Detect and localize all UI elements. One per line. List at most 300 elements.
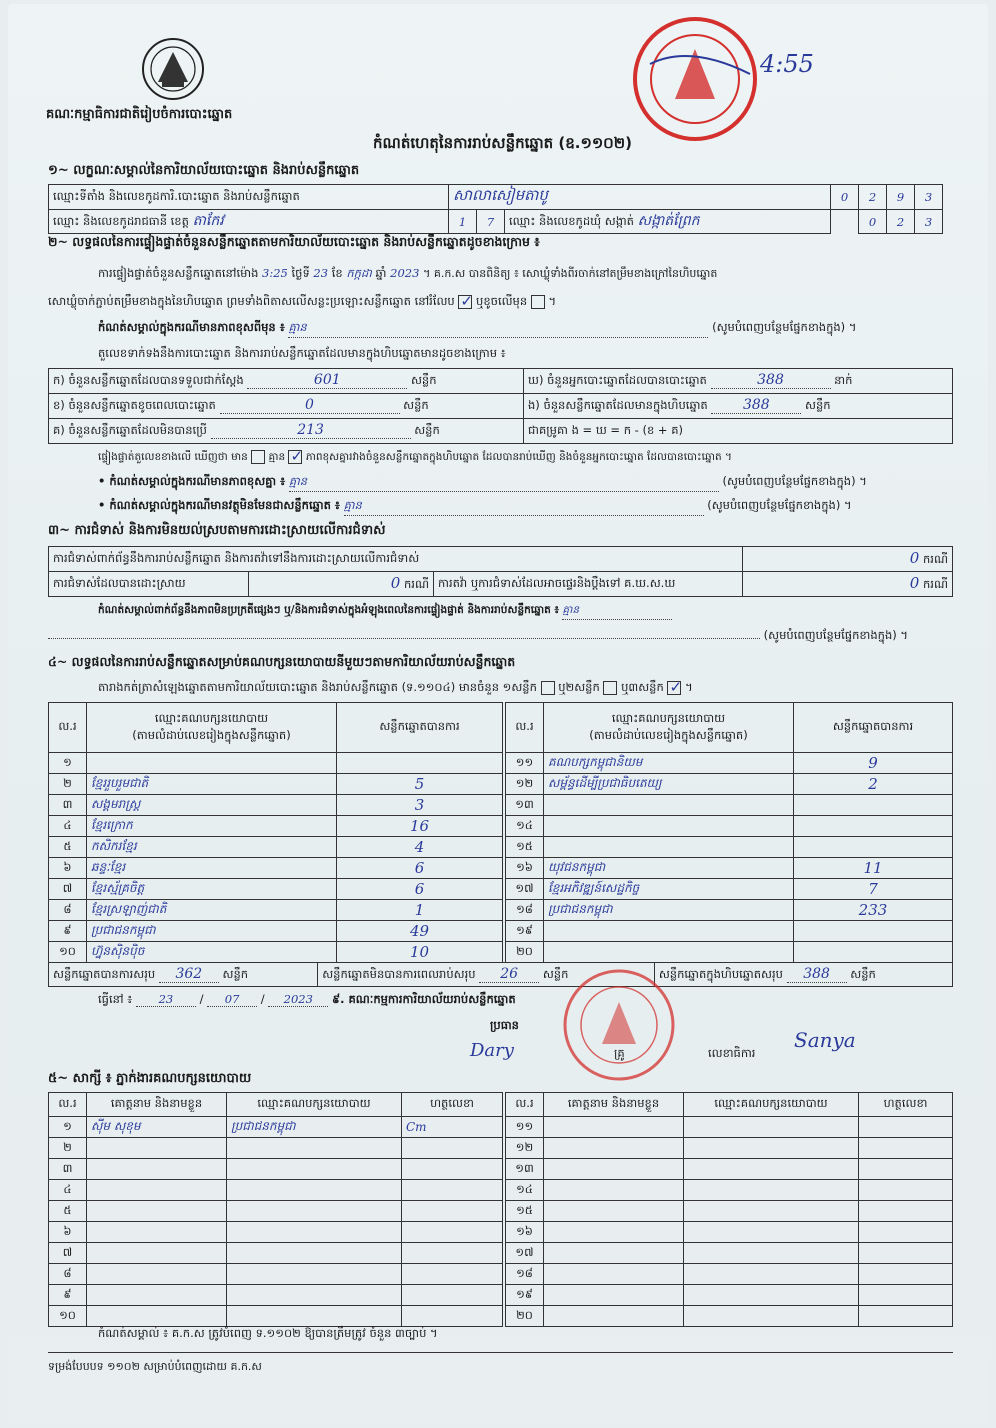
s3-note-label: កំណត់សម្គាល់ពាក់ព័ន្ធនឹងភាពមិនប្រក្រតីផ្សេងៗ ឬ/និងការជំទាស់ក្នុងអំឡុងពេលនៃការផ្ទៀងផ្ទាត់ និងការរាប់សន្លឹកឆ្នោត ៖ (98, 604, 560, 616)
check-year: 2023 (390, 266, 420, 280)
witness-row-party (684, 1222, 859, 1243)
witness-row-name (544, 1285, 684, 1306)
compare-no-checkbox[interactable] (288, 450, 302, 464)
check-text-b: ។ គ.ក.ស បានពិនិត្យ ៖ សោឃ្លុំទាំងពីរចាក់នៅតម្រឹមខាងក្រៅនៃហិបឆ្នោត (423, 267, 718, 280)
col-party-sub: (តាមលំដាប់លេខរៀងក្នុងសន្លឹកឆ្នោត) (132, 727, 291, 742)
commune-code-3: 3 (915, 210, 943, 234)
witness-row-no: ១៦ (506, 1222, 544, 1243)
fig-d-value: 388 (711, 372, 831, 389)
note-line (98, 320, 948, 338)
fig-d-unit: នាក់ (834, 373, 853, 387)
check-line-2: សោឃ្លុំចាក់ភ្ជាប់តម្រឹមខាងក្នុងនៃហិបឆ្នោត ព្រមទាំងពិតាសលើសន្លះប្រឡោះសន្លឹកឆ្នោត នៅរំលែប ✓ ឬខូចលើមុន ។ (48, 294, 556, 311)
wit-col-sig-r: ហត្ថលេខា (859, 1093, 953, 1117)
vote-row-party: ខ្មែរអភិវឌ្ឍន៍សេដ្ឋកិច្ច (544, 879, 794, 900)
obj-row2b-case: ករណី (923, 577, 948, 591)
fig-e (524, 394, 953, 419)
witness-row-party (227, 1159, 402, 1180)
vote-row (506, 795, 953, 816)
witness-row-no: ១ (49, 1117, 87, 1138)
witness-row (49, 1285, 503, 1306)
province-value: តាកែវ (192, 213, 224, 229)
wit-col-sig: ហត្ថលេខា (402, 1093, 503, 1117)
witness-row (49, 1306, 503, 1327)
obj-row2b-value-cell (743, 572, 953, 597)
witness-row-no: ៧ (49, 1243, 87, 1264)
witness-row-party (227, 1285, 402, 1306)
compare-text-3: ភាពខុសគ្នារវាងចំនួនសន្លឹកឆ្នោតក្នុងហិបឆ្នោត ដែលបានរាប់ឃើញ និងចំនួនអ្នកបោះឆ្នោត ដែលបានបោះឆ្នោត ។ (305, 451, 732, 463)
bullet1-label: • កំណត់សម្គាល់ក្នុងករណីមានភាពខុសគ្នា ៖ (98, 474, 286, 488)
witness-row (506, 1138, 953, 1159)
section1-heading: ១~ លក្ខណៈសម្គាល់នៃការិយាល័យបោះឆ្នោត និងរាប់សន្លឹកឆ្នោត (48, 163, 360, 178)
total-valid-label: សន្លឹកឆ្នោតបានការសរុប (53, 966, 156, 981)
total-invalid-label: សន្លឹកឆ្នោតមិនបានការពេលរាប់សរុប (322, 966, 476, 981)
col-no: ល.រ (49, 703, 87, 753)
wit-col-no: ល.រ (49, 1093, 87, 1117)
commune-code-1: 0 (859, 210, 887, 234)
section1-table (48, 184, 943, 234)
commune-label: ឈ្មោះ និងលេខកូដឃុំ សង្កាត់ (509, 214, 634, 228)
vote-row-votes: 16 (337, 816, 503, 837)
witness-table-left (48, 1092, 503, 1327)
footer-divider (48, 1352, 953, 1353)
obj-row1-case: ករណី (923, 552, 948, 566)
bullet1-value: គ្មាន (289, 474, 719, 492)
vote-row-no: ៧ (49, 879, 87, 900)
witness-row-party (227, 1138, 402, 1159)
vote-row-no: ២ (49, 774, 87, 795)
witness-row-name (87, 1306, 227, 1327)
total-box-label: សន្លឹកឆ្នោតក្នុងហិបឆ្នោតសរុប (658, 966, 783, 981)
votes-table-left (48, 702, 503, 963)
witness-row-name (544, 1201, 684, 1222)
witness-row-sig (402, 1285, 503, 1306)
time-note: 4:55 (760, 50, 814, 78)
nec-emblem-icon (138, 34, 208, 104)
month-label: ខែ (331, 266, 343, 280)
chair-signature: Dary (470, 1040, 514, 1061)
bullet2-hint: (សូមបំពេញបន្ថែមផ្នែកខាងក្នុង) ។ (707, 498, 852, 512)
total-valid-value: 362 (159, 966, 219, 983)
vote-row-party: ប្រជាជនកម្ពុជា (87, 921, 337, 942)
fig-a (49, 369, 524, 394)
vote-row (506, 837, 953, 858)
vote-row-votes: 49 (337, 921, 503, 942)
s3-note-hint: (សូមបំពេញបន្ថែមផ្នែកខាងក្នុង) ។ (763, 628, 908, 642)
fig-c-label: គ) ចំនួនសន្លឹកឆ្នោតដែលមិនបានប្រើ (53, 423, 207, 437)
wit-col-name-r: គោត្តនាម និងនាមខ្លួន (544, 1093, 684, 1117)
s3-note-line2 (48, 628, 948, 645)
witness-row-name (87, 1159, 227, 1180)
vote-row-votes: 3 (337, 795, 503, 816)
commune-code-2: 2 (887, 210, 915, 234)
check-text: ការផ្ទៀងផ្ទាត់ចំនួនសន្លឹកឆ្នោតនៅម៉ោង (98, 266, 259, 280)
fig-a-label: ក) ចំនួនសន្លឹកឆ្នោតដែលបានទទួលជាក់ស្តែង (53, 373, 244, 387)
fig-d-label: ឃ) ចំនួនអ្នកបោះឆ្នោតដែលបានបោះឆ្នោត (528, 373, 707, 387)
witness-row-party (684, 1201, 859, 1222)
col-party-r (544, 703, 794, 753)
fig-e-value: 388 (711, 397, 801, 414)
count-committee: ៩. គណៈកម្មការការិយាល័យរាប់សន្លឹកឆ្នោត (331, 992, 516, 1006)
fig-a-value: 601 (247, 372, 407, 389)
witness-row-party (684, 1306, 859, 1327)
bullet2-value: គ្មាន (344, 498, 704, 516)
compare-line (98, 450, 732, 466)
witness-row-sig (402, 1222, 503, 1243)
obj-row2b-value: 0 (909, 574, 920, 592)
vote-row (49, 858, 503, 879)
witness-row (506, 1180, 953, 1201)
vote-row-no: ១០ (49, 942, 87, 963)
witness-row-sig (859, 1201, 953, 1222)
check-day: 23 (313, 266, 329, 280)
s3-note-line (98, 604, 948, 620)
site-label: ឈ្មោះទីតាំង និងលេខកូដការិ.បោះឆ្នោត និងរាប់សន្លឹកឆ្នោត (49, 185, 449, 210)
vote-row-no: ១៩ (506, 921, 544, 942)
vote-row-votes: 11 (794, 858, 953, 879)
witness-row (506, 1117, 953, 1138)
fig-e-unit: សន្លឹក (805, 398, 831, 412)
section3-heading: ៣~ ការជំទាស់ និងការមិនយល់ស្របតាមការដោះស្រាយលើការជំទាស់ (48, 523, 386, 538)
site-code-3: 9 (887, 185, 915, 210)
vote-row-no: ៤ (49, 816, 87, 837)
witness-row-party (684, 1117, 859, 1138)
vote-row-no: ១៧ (506, 879, 544, 900)
witness-row-sig (402, 1201, 503, 1222)
vote-row-votes: 10 (337, 942, 503, 963)
witness-row (49, 1222, 503, 1243)
col-votes-r: សន្លឹកឆ្នោតបានការ (794, 703, 953, 753)
fig-c-unit: សន្លឹក (414, 423, 440, 437)
vote-row-no: ៩ (49, 921, 87, 942)
wit-col-name: គោត្តនាម និងនាមខ្លួន (87, 1093, 227, 1117)
witness-row (49, 1264, 503, 1285)
witness-row-no: ១៩ (506, 1285, 544, 1306)
total-box-cell (654, 963, 952, 987)
vote-row (506, 858, 953, 879)
fig-e-label: ង) ចំនួនសន្លឹកឆ្នោតដែលមានក្នុងហិបឆ្នោត (528, 398, 708, 412)
witness-row-sig (859, 1117, 953, 1138)
fig-d (524, 369, 953, 394)
col-party-title-r: ឈ្មោះគណបក្សនយោបាយ (611, 710, 726, 725)
votes-table-right (505, 702, 953, 963)
date-day: 23 (136, 992, 196, 1007)
vote-row-party (87, 753, 337, 774)
date-year: 2023 (268, 992, 328, 1007)
vote-row-party: ប្រជាជនកម្ពុជា (544, 900, 794, 921)
form-title: កំណត់ហេតុនៃការរាប់សន្លឹកឆ្នោត (ឧ.១១០២) (373, 134, 633, 152)
check-text-2: សោឃ្លុំចាក់ភ្ជាប់តម្រឹមខាងក្នុងនៃហិបឆ្នោត ព្រមទាំងពិតាសលើសន្លះប្រឡោះសន្លឹកឆ្នោត នៅរំលែប (48, 294, 455, 308)
seal-broken-checkbox[interactable] (531, 295, 545, 309)
witness-row-no: ៩ (49, 1285, 87, 1306)
vote-row-party: គណបក្សកម្ពុជានិយម (544, 753, 794, 774)
vote-row-no: ៨ (49, 900, 87, 921)
col-party (87, 703, 337, 753)
vote-row-votes: 2 (794, 774, 953, 795)
total-invalid-value: 26 (479, 966, 539, 983)
total-valid-cell (49, 963, 318, 987)
witness-row (49, 1159, 503, 1180)
vote-row-no: ១៤ (506, 816, 544, 837)
witness-row-no: ៦ (49, 1222, 87, 1243)
vote-row (49, 942, 503, 963)
witness-row-sig (859, 1264, 953, 1285)
obj-row2b-label: ការតវ៉ា ឬការជំទាស់ដែលអាចផ្ទេរនិងប្តឹងទៅ គ.ឃ.ស.ឃ (434, 572, 743, 597)
obj-row1-value: 0 (909, 549, 920, 567)
vote-row-party (544, 795, 794, 816)
total-valid-unit: សន្លឹក (222, 966, 249, 981)
vote-row-votes (794, 795, 953, 816)
witness-row-sig (859, 1243, 953, 1264)
figures-intro: តួលេខទាក់ទងនឹងការបោះឆ្នោត និងការរាប់សន្លឹកឆ្នោតដែលមានក្នុងហិបឆ្នោតមានដូចខាងក្រោម ៖ (98, 346, 506, 360)
bullet2-line (98, 498, 948, 516)
col-votes: សន្លឹកឆ្នោតបានការ (337, 703, 503, 753)
site-code-1: 0 (831, 185, 859, 210)
total-box-unit: សន្លឹក (850, 966, 876, 981)
sheets-3-checkbox[interactable] (667, 681, 681, 695)
witness-row (506, 1159, 953, 1180)
witness-row-party (227, 1243, 402, 1264)
formula: ជាគម្រូគា ង = ឃ = ក - (ខ + គ) (524, 419, 953, 444)
witness-row-name (87, 1180, 227, 1201)
vote-row-party: សម្ព័ន្ធដើម្បីប្រជាធិបតេយ្យ (544, 774, 794, 795)
section5-heading: ៥~ សាក្សី ៖ ភ្នាក់ងារគណបក្សនយោបាយ (48, 1071, 252, 1086)
vote-row (506, 753, 953, 774)
vote-row-votes: 7 (794, 879, 953, 900)
wit-col-no-r: ល.រ (506, 1093, 544, 1117)
fig-c (49, 419, 524, 444)
witness-row-party (684, 1159, 859, 1180)
sheets-1-checkbox[interactable] (541, 681, 555, 695)
witness-row-name (87, 1243, 227, 1264)
footnote: កំណត់សម្គាល់ ៖ គ.ក.ស ត្រូវបំពេញ ទ.១១០២ ឱ្យបានត្រឹមត្រូវ ចំនួន ៣ច្បាប់ ។ (98, 1326, 438, 1340)
committee-stamp-icon (560, 966, 678, 1084)
vote-row (506, 879, 953, 900)
vote-row (49, 795, 503, 816)
totals-table (48, 962, 953, 987)
witness-row-sig (402, 1243, 503, 1264)
vote-row-party (544, 837, 794, 858)
compare-no-label: គ្មាន (268, 451, 286, 463)
obj-row2a-label: ការជំទាស់ដែលបានដោះស្រាយ (49, 572, 249, 597)
witness-row-name (87, 1222, 227, 1243)
vote-row-votes (794, 816, 953, 837)
fig-b-label: ខ) ចំនួនសន្លឹកឆ្នោតខូចពេលបោះឆ្នោត (53, 398, 216, 412)
witness-row-no: ១៨ (506, 1264, 544, 1285)
figures-table (48, 368, 953, 444)
footer-text: ទម្រង់បែបបទ ១១០២ សម្រាប់បំពេញដោយ គ.ក.ស (48, 1360, 262, 1373)
witness-row (506, 1285, 953, 1306)
province-cell (49, 210, 449, 234)
fig-b-value: 0 (220, 397, 400, 414)
witness-row (49, 1117, 503, 1138)
vote-row-no: ៥ (49, 837, 87, 858)
site-value: សាលាសៀមតាបូ (449, 185, 831, 210)
witness-row-party (684, 1243, 859, 1264)
witness-row-sig (402, 1306, 503, 1327)
s4-sub-text: តារាងកត់ត្រាសំឡេងឆ្នោតតាមការិយាល័យបោះឆ្នោត និងរាប់សន្លឹកឆ្នោត (ទ.១១០៤) មានចំនួន ១សន្លឹក (98, 680, 537, 694)
vote-row (506, 774, 953, 795)
date-label: ធ្វើនៅ (98, 992, 124, 1006)
witness-row-party (684, 1285, 859, 1306)
document-page (8, 4, 988, 1424)
obj-row1-value-cell (743, 547, 953, 572)
witness-row-party (227, 1222, 402, 1243)
wit-col-party: ឈ្មោះគណបក្សនយោបាយ (227, 1093, 402, 1117)
col-party-sub-r: (តាមលំដាប់លេខរៀងក្នុងសន្លឹកឆ្នោត) (589, 727, 748, 742)
col-party-title: ឈ្មោះគណបក្សនយោបាយ (154, 710, 269, 725)
vote-row (49, 921, 503, 942)
total-invalid-unit: សន្លឹក (542, 966, 569, 981)
vote-row-votes (794, 921, 953, 942)
vote-row-no: ២០ (506, 942, 544, 963)
witness-row-name (87, 1201, 227, 1222)
witness-row-sig (859, 1222, 953, 1243)
vote-row-party: ខ្មែរស្រឡាញ់ជាតិ (87, 900, 337, 921)
s3-note-dots (48, 638, 760, 639)
vote-row-party: ឆន្ទៈខ្មែរ (87, 858, 337, 879)
witness-row-party (227, 1201, 402, 1222)
vote-row-no: ១៣ (506, 795, 544, 816)
fig-b-unit: សន្លឹក (403, 398, 429, 412)
vote-row (49, 900, 503, 921)
objections-table (48, 546, 953, 597)
witness-row-sig (859, 1138, 953, 1159)
witness-row-sig (859, 1180, 953, 1201)
fig-b (49, 394, 524, 419)
total-box-value: 388 (787, 966, 847, 983)
vote-row-party: ហ្វ៊ុនស៊ិនប៉ិច (87, 942, 337, 963)
vote-row-votes: 4 (337, 837, 503, 858)
witness-row-no: ២០ (506, 1306, 544, 1327)
bullet1-line (98, 474, 948, 492)
check-month: កក្កដា (346, 266, 372, 280)
vote-row-party: កសិករខ្មែរ (87, 837, 337, 858)
witness-row-no: ១២ (506, 1138, 544, 1159)
vote-row-votes (794, 837, 953, 858)
witness-row-party (684, 1264, 859, 1285)
witness-row-name (544, 1222, 684, 1243)
commune-cell (505, 210, 831, 234)
vote-row-no: ១១ (506, 753, 544, 774)
vote-row-no: ១៦ (506, 858, 544, 879)
compare-text: ផ្ទៀងផ្ទាត់តួលេខខាងលើ ឃើញថា មាន (98, 451, 248, 463)
vote-row-no: ៦ (49, 858, 87, 879)
vote-row (49, 753, 503, 774)
vote-row (49, 816, 503, 837)
vote-row-votes (794, 942, 953, 963)
witness-row-name (87, 1264, 227, 1285)
witness-row-name (544, 1138, 684, 1159)
witness-row-no: ១៥ (506, 1201, 544, 1222)
site-code-4: 3 (915, 185, 943, 210)
witness-row-name (544, 1159, 684, 1180)
vote-row-votes: 5 (337, 774, 503, 795)
witness-row-name (544, 1180, 684, 1201)
witness-row (49, 1180, 503, 1201)
commune-value: សង្កាត់ព្រែក (637, 213, 700, 229)
witness-row-sig (402, 1264, 503, 1285)
check-time: 3:25 (262, 266, 288, 280)
vote-row-no: ១៥ (506, 837, 544, 858)
witness-row-no: ១០ (49, 1306, 87, 1327)
obj-row2a-value-cell (249, 572, 434, 597)
s3-note-value: គ្មាន (562, 604, 672, 620)
vote-row-no: ១ (49, 753, 87, 774)
witness-row-sig (402, 1180, 503, 1201)
vote-row-no: ១២ (506, 774, 544, 795)
witness-row-sig (859, 1159, 953, 1180)
seal-ok-checkbox[interactable] (458, 295, 472, 309)
witness-row-name (544, 1243, 684, 1264)
fig-c-value: 213 (211, 422, 411, 439)
secretary-signature: Sanya (794, 1028, 856, 1052)
witness-row-no: ៤ (49, 1180, 87, 1201)
witness-row-name: ស៊ីម សុខុម (87, 1117, 227, 1138)
witness-row-sig: Cm (402, 1117, 503, 1138)
vote-row-no: ៣ (49, 795, 87, 816)
date-line: ធ្វើនៅ ៖ 23 / 07 / 2023 ៩. គណៈកម្មការការិយាល័យរាប់សន្លឹកឆ្នោត (98, 992, 516, 1006)
witness-row (506, 1243, 953, 1264)
compare-yes-checkbox[interactable] (251, 450, 265, 464)
witness-row-sig (859, 1306, 953, 1327)
province-code-2: 7 (477, 210, 505, 234)
witness-row-sig (402, 1138, 503, 1159)
witness-row-no: ១៧ (506, 1243, 544, 1264)
sheets-2-checkbox[interactable] (603, 681, 617, 695)
vote-row-votes: 233 (794, 900, 953, 921)
section4-heading: ៤~ លទ្ធផលនៃការរាប់សន្លឹកឆ្នោតសម្រាប់គណបក្សនយោបាយនីមួយៗតាមការិយាល័យរាប់សន្លឹកឆ្នោត (48, 654, 516, 669)
date-month: 07 (207, 992, 257, 1007)
witness-row-no: ៨ (49, 1264, 87, 1285)
bullet2-label: • កំណត់សម្គាល់ក្នុងករណីមានវត្ថុមិនមែនជាសន្លឹកឆ្នោត ៖ (98, 498, 340, 512)
vote-row-no: ១៨ (506, 900, 544, 921)
witness-row-name (544, 1306, 684, 1327)
witness-row-party (227, 1180, 402, 1201)
sheets-2-label: ឬ២សន្លឹក (558, 680, 600, 694)
s4-sub-line: តារាងកត់ត្រាសំឡេងឆ្នោតតាមការិយាល័យបោះឆ្នោត និងរាប់សន្លឹកឆ្នោត (ទ.១១០៤) មានចំនួន ១សន្លឹក ឬ២សន្លឹក ឬ៣សន្លឹក ✓ ។ (98, 680, 693, 697)
witness-row-no: ១១ (506, 1117, 544, 1138)
witness-row (506, 1222, 953, 1243)
note-hint: (សូមបំពេញបន្ថែមផ្នែកខាងក្នុង) ។ (712, 320, 857, 334)
witness-row (506, 1201, 953, 1222)
secretary-label: លេខាធិការ (708, 1046, 756, 1060)
vote-row-party: ខ្មែររួបរួមជាតិ (87, 774, 337, 795)
witness-row-name (544, 1264, 684, 1285)
witness-row-no: ៥ (49, 1201, 87, 1222)
vote-row-party: យុវជនកម្ពុជា (544, 858, 794, 879)
check-line-1 (98, 266, 717, 283)
vote-row-party (544, 816, 794, 837)
vote-row (506, 942, 953, 963)
witness-row-party (684, 1138, 859, 1159)
vote-row (49, 774, 503, 795)
year-label: ឆ្នាំ (375, 266, 387, 280)
committee-name: គណៈកម្មាធិការជាតិរៀបចំការបោះឆ្នោត (46, 107, 233, 122)
official-stamp-icon (630, 14, 760, 144)
witness-table-right (505, 1092, 953, 1327)
witness-row-party: ប្រជាជនកម្ពុជា (227, 1117, 402, 1138)
obj-row1-label: ការជំទាស់ពាក់ព័ន្ធនឹងការរាប់សន្លឹកឆ្នោត និងការតវ៉ាទៅនឹងការដោះស្រាយលើការជំទាស់ (49, 547, 743, 572)
vote-row (49, 837, 503, 858)
vote-row-votes: 9 (794, 753, 953, 774)
vote-row (506, 900, 953, 921)
sheets-3-label: ឬ៣សន្លឹក (621, 680, 664, 694)
witness-row-no: ១៣ (506, 1159, 544, 1180)
day-label: ថ្ងៃទី (291, 266, 310, 280)
vote-row-party: ខ្មែរស្ម័គ្រចិត្ត (87, 879, 337, 900)
witness-row-name (544, 1117, 684, 1138)
witness-row (506, 1306, 953, 1327)
